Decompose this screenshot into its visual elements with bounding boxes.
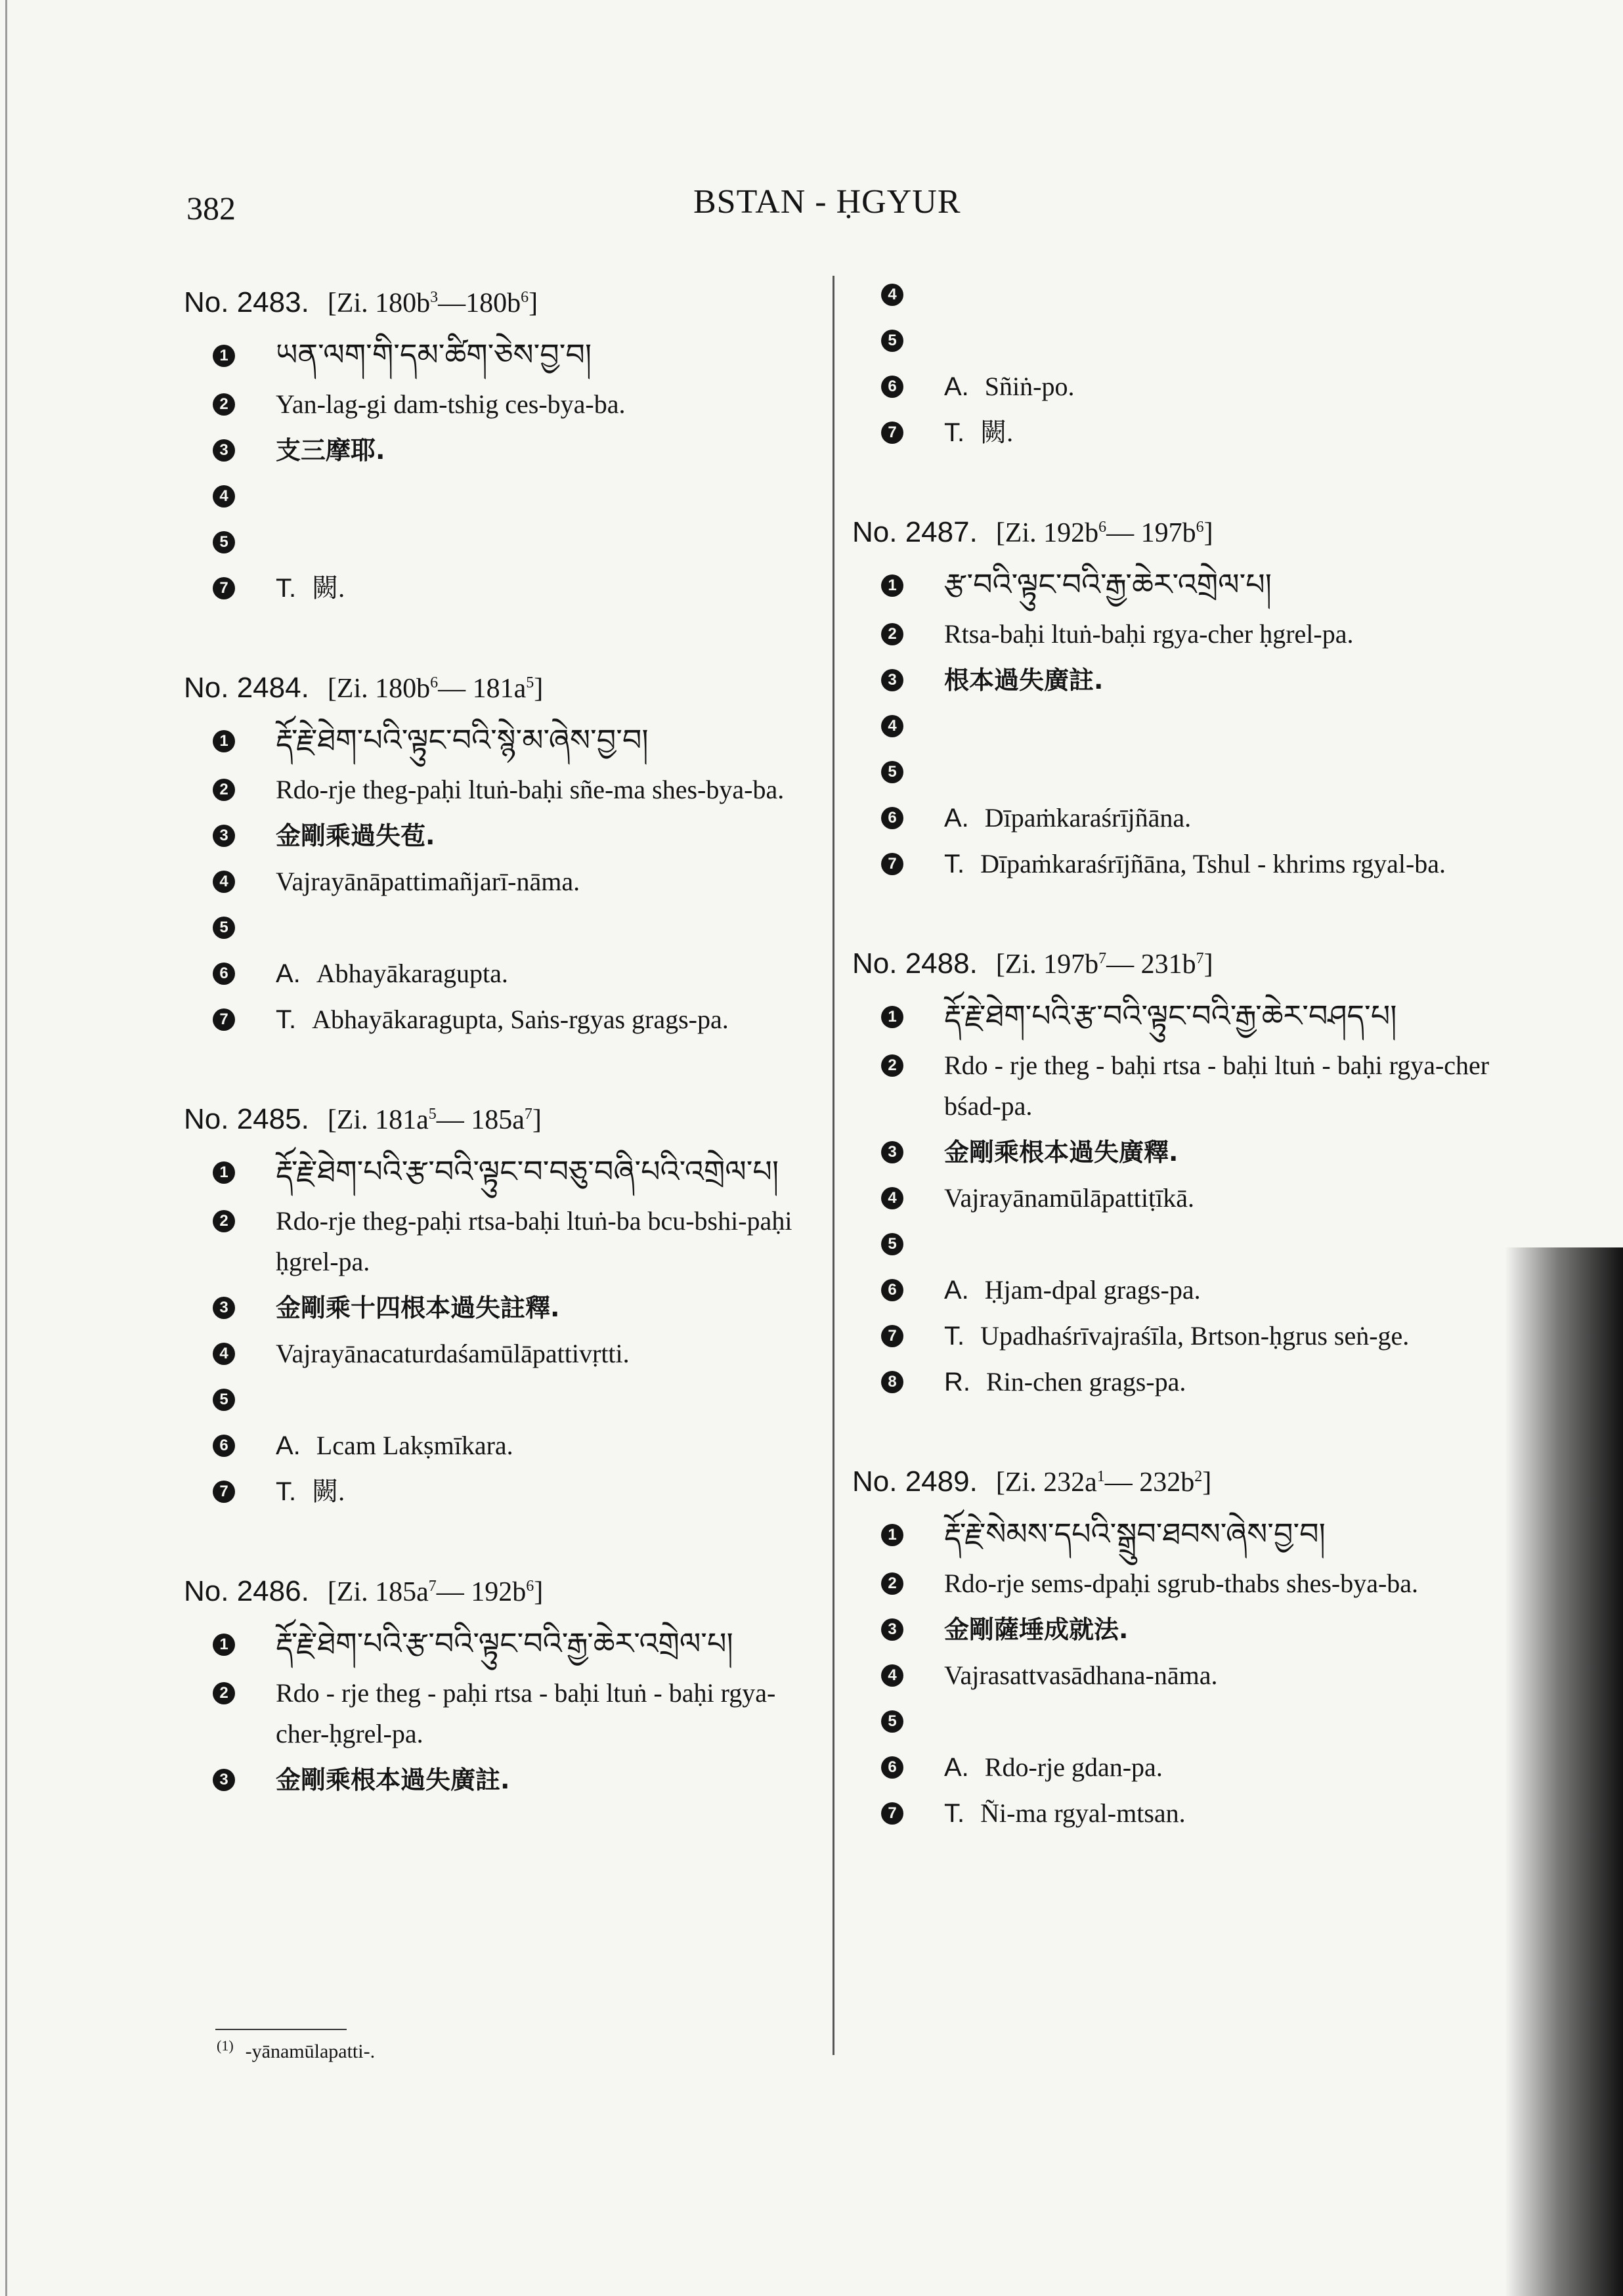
- entry-field: [184, 999, 827, 1040]
- entry-field: [852, 991, 1509, 1040]
- catalog-entry: [184, 1100, 827, 1512]
- entry-field: [184, 1333, 827, 1374]
- entry-field: [184, 430, 827, 471]
- field-number-marker: 7: [213, 1481, 235, 1503]
- field-text: 金剛乘根本過失廣註.: [276, 1765, 510, 1794]
- entry-field: [852, 274, 1509, 315]
- field-number-marker: 5: [881, 1710, 903, 1733]
- field-number-marker: 7: [213, 577, 235, 599]
- field-text: Dīpaṁkaraśrījñāna.: [984, 803, 1192, 833]
- field-role: T.: [276, 1477, 297, 1506]
- folio-reference: [328, 1105, 542, 1135]
- field-number-marker: 3: [213, 1297, 235, 1319]
- field-number-marker: 5: [213, 1389, 235, 1411]
- folio-line-start: 6: [1098, 519, 1107, 536]
- field-role: T.: [276, 574, 297, 603]
- field-role: A.: [944, 1276, 969, 1305]
- folio-ref-end: — 197b: [1106, 518, 1196, 548]
- entry-number: No. 2483.: [184, 286, 309, 318]
- entry-field: [852, 1609, 1509, 1650]
- entry-field: [184, 1379, 827, 1420]
- entry-header: [852, 513, 1509, 552]
- folio-line-end: 6: [526, 1578, 534, 1595]
- entry-field: [852, 1747, 1509, 1788]
- footnote-text: -yānamūlapatti-.: [245, 2041, 376, 2062]
- folio-line-start: 7: [1098, 950, 1107, 967]
- field-role: T.: [944, 850, 965, 878]
- catalog-entry: [852, 274, 1509, 453]
- field-role: T.: [944, 418, 965, 447]
- field-number-marker: 4: [213, 871, 235, 893]
- folio-reference: [996, 1467, 1211, 1498]
- folio-ref-start: [Zi. 185a: [327, 1577, 429, 1607]
- field-text: 根本過失廣註.: [944, 666, 1104, 695]
- field-role: R.: [944, 1368, 970, 1397]
- entry-field: [852, 1655, 1509, 1696]
- entry-field: [852, 1701, 1509, 1742]
- field-text: Lcam Lakṣmīkara.: [316, 1431, 513, 1460]
- field-number-marker: 7: [881, 853, 903, 875]
- entry-field: [184, 1760, 827, 1800]
- field-number-marker: 2: [213, 1210, 235, 1232]
- folio-reference: [328, 288, 538, 318]
- entry-number: No. 2485.: [184, 1103, 309, 1135]
- folio-line-start: 5: [428, 1106, 437, 1123]
- folio-ref-end: — 181a: [438, 674, 527, 704]
- field-role: T.: [944, 1799, 965, 1828]
- folio-line-end: 6: [1196, 519, 1204, 536]
- page-left-rule: [5, 0, 7, 2296]
- field-number-marker: 1: [881, 1524, 903, 1546]
- field-text: Vajrayānāpattimañjarī-nāma.: [276, 867, 580, 896]
- field-text: Rin-chen grags-pa.: [986, 1367, 1186, 1397]
- entry-field: [852, 844, 1509, 884]
- field-text: Vajrayānamūlāpattiṭīkā.: [944, 1183, 1194, 1213]
- field-text: རྡོ་རྗེ་ཐེག་པའི་རྩ་བའི་ལྟུང་བ་བཅུ་བཞི་པའི་འགྲེལ་པ།: [276, 1154, 779, 1189]
- entry-field: [852, 706, 1509, 747]
- folio-reference: [996, 949, 1213, 980]
- field-number-marker: 5: [881, 1233, 903, 1255]
- entry-number: No. 2489.: [852, 1465, 978, 1498]
- field-number-marker: 6: [881, 376, 903, 398]
- field-role: A.: [276, 1431, 301, 1460]
- entry-field: [184, 1147, 827, 1196]
- field-number-marker: 2: [213, 1682, 235, 1704]
- entry-field: [184, 1425, 827, 1466]
- catalog-entry: [852, 513, 1509, 884]
- field-number-marker: 7: [881, 1325, 903, 1347]
- entry-header: [184, 669, 827, 708]
- field-number-marker: 3: [213, 825, 235, 847]
- field-number-marker: 6: [881, 1279, 903, 1301]
- field-text: རྡོ་རྗེ་ཐེག་པའི་ལྟུང་བའི་སྙེ་མ་ཞེས་བྱ་བ།: [276, 722, 649, 758]
- entry-field: [184, 1471, 827, 1512]
- field-number-marker: 3: [213, 1769, 235, 1791]
- entry-field: [852, 1793, 1509, 1834]
- field-role: T.: [944, 1322, 965, 1351]
- field-number-marker: 4: [213, 1343, 235, 1365]
- scan-shadow-edge: [1505, 1247, 1623, 2296]
- folio-line-start: 1: [1096, 1468, 1105, 1485]
- folio-ref-close: ]: [532, 1105, 542, 1135]
- entry-header: [184, 1572, 827, 1611]
- field-text: རྡོ་རྗེ་ཐེག་པའི་རྩ་བའི་ལྟུང་བའི་རྒྱ་ཆེར་འགྲེལ་པ།: [276, 1626, 733, 1661]
- entry-field: [852, 1563, 1509, 1604]
- entry-field: [184, 476, 827, 517]
- entry-field: [852, 660, 1509, 701]
- field-number-marker: 8: [881, 1371, 903, 1393]
- field-number-marker: 5: [213, 531, 235, 553]
- entry-field: [852, 1178, 1509, 1219]
- folio-reference: [328, 1577, 543, 1607]
- field-number-marker: 3: [881, 1618, 903, 1641]
- page-number: 382: [186, 190, 236, 227]
- entry-field: [184, 861, 827, 902]
- field-text: 金剛乘過失苞.: [276, 821, 435, 850]
- entry-field: [184, 815, 827, 856]
- field-text: Vajrasattvasādhana-nāma.: [944, 1660, 1218, 1690]
- field-number-marker: 3: [213, 439, 235, 462]
- entry-number: No. 2487.: [852, 516, 978, 548]
- entry-number: No. 2486.: [184, 1575, 309, 1607]
- folio-ref-close: ]: [534, 674, 544, 704]
- entry-field: [184, 384, 827, 425]
- entry-field: [184, 953, 827, 994]
- entry-number: No. 2484.: [184, 672, 309, 704]
- field-text: Rdo-rje sems-dpaḥi sgrub-thabs shes-bya-ba.: [944, 1569, 1419, 1598]
- field-role: A.: [944, 372, 969, 401]
- field-text: 金剛薩埵成就法.: [944, 1615, 1129, 1644]
- entry-field: [852, 1316, 1509, 1356]
- folio-ref-close: ]: [534, 1577, 544, 1607]
- field-text: 闕.: [980, 418, 1014, 447]
- footnote: [217, 2037, 376, 2063]
- field-text: Sñiṅ-po.: [984, 372, 1075, 401]
- catalog-entry: [852, 1463, 1509, 1834]
- folio-ref-end: — 185a: [436, 1105, 525, 1135]
- folio-ref-close: ]: [1203, 949, 1213, 980]
- entry-field: [184, 522, 827, 563]
- field-text: Rdo - rje theg - baḥi rtsa - baḥi ltuṅ - baḥi rgya-cher bśad-pa.: [944, 1051, 1490, 1121]
- entry-field: [852, 1362, 1509, 1402]
- field-number-marker: 5: [881, 330, 903, 352]
- field-number-marker: 7: [881, 422, 903, 444]
- entry-field: [852, 1224, 1509, 1265]
- field-text: རྡོ་རྗེ་སེམས་དཔའི་སྒྲུབ་ཐབས་ཞེས་བྱ་བ།: [944, 1516, 1326, 1551]
- folio-line-end: 7: [1196, 950, 1204, 967]
- folio-ref-close: ]: [1202, 1467, 1212, 1498]
- field-number-marker: 1: [213, 1634, 235, 1656]
- field-number-marker: 4: [881, 1664, 903, 1687]
- entry-field: [184, 769, 827, 810]
- field-text: Abhayākaragupta, Saṅs-rgyas grags-pa.: [312, 1005, 729, 1034]
- entry-field: [184, 1619, 827, 1668]
- field-number-marker: 1: [213, 345, 235, 367]
- entry-header: [184, 284, 827, 322]
- entry-field: [852, 1509, 1509, 1558]
- catalog-entry: [852, 945, 1509, 1402]
- entry-field: [852, 614, 1509, 655]
- entry-field: [852, 798, 1509, 838]
- field-text: 闕.: [312, 573, 345, 603]
- catalog-entry: [184, 669, 827, 1040]
- field-number-marker: 6: [213, 963, 235, 985]
- field-role: A.: [944, 1753, 969, 1782]
- entry-header: [184, 1100, 827, 1139]
- entry-field: [184, 1673, 827, 1754]
- field-role: A.: [944, 804, 969, 833]
- catalog-entry: [184, 284, 827, 609]
- folio-line-end: 7: [524, 1106, 532, 1123]
- folio-line-end: 5: [526, 674, 534, 691]
- field-number-marker: 7: [881, 1802, 903, 1825]
- entry-field: [852, 1270, 1509, 1310]
- folio-ref-end: — 231b: [1106, 949, 1196, 980]
- field-number-marker: 4: [881, 1187, 903, 1209]
- running-head: BSTAN - ḤGYUR: [693, 183, 961, 221]
- field-role: A.: [276, 959, 301, 988]
- field-number-marker: 1: [881, 574, 903, 597]
- folio-ref-start: [Zi. 232a: [995, 1467, 1097, 1498]
- entry-field: [184, 1288, 827, 1328]
- right-column: [852, 274, 1509, 1894]
- field-text: Rdo-rje theg-paḥi rtsa-baḥi ltuṅ-ba bcu-bshi-paḥi ḥgrel-pa.: [276, 1206, 792, 1276]
- folio-ref-close: ]: [529, 288, 538, 318]
- footnote-rule: [215, 2029, 347, 2030]
- entry-field: [184, 907, 827, 948]
- folio-line-start: 7: [428, 1578, 437, 1595]
- field-text: རྩ་བའི་ལྟུང་བའི་རྒྱ་ཆེར་འགྲེལ་པ།: [944, 567, 1272, 602]
- footnote-mark: (1): [217, 2037, 234, 2054]
- field-number-marker: 1: [213, 1161, 235, 1184]
- field-number-marker: 6: [881, 1756, 903, 1779]
- entry-field: [184, 330, 827, 379]
- field-number-marker: 2: [881, 1054, 903, 1077]
- folio-ref-end: —180b: [438, 288, 521, 318]
- entry-field: [852, 366, 1509, 407]
- field-number-marker: 3: [881, 669, 903, 691]
- field-text: Dīpaṁkaraśrījñāna, Tshul - khrims rgyal-ba.: [980, 849, 1446, 878]
- field-text: Vajrayānacaturdaśamūlāpattivṛtti.: [276, 1339, 630, 1368]
- field-number-marker: 4: [213, 485, 235, 508]
- column-divider: [833, 276, 834, 2055]
- field-text: Rtsa-baḥi ltuṅ-baḥi rgya-cher ḥgrel-pa.: [944, 619, 1354, 649]
- field-number-marker: 4: [881, 715, 903, 737]
- folio-ref-end: — 232b: [1104, 1467, 1195, 1498]
- field-number-marker: 7: [213, 1008, 235, 1031]
- field-number-marker: 2: [213, 779, 235, 801]
- field-text: Rdo-rje theg-paḥi ltuṅ-baḥi sñe-ma shes-bya-ba.: [276, 775, 785, 804]
- field-text: Yan-lag-gi dam-tshig ces-bya-ba.: [276, 389, 626, 419]
- entry-field: [852, 752, 1509, 792]
- field-text: Ñi-ma rgyal-mtsan.: [980, 1798, 1186, 1828]
- field-text: ཡན་ལག་གི་དམ་ཚིག་ཅེས་བྱ་བ།: [276, 337, 592, 372]
- entry-field: [184, 568, 827, 609]
- field-number-marker: 2: [881, 1572, 903, 1595]
- field-number-marker: 1: [881, 1006, 903, 1028]
- entry-field: [184, 1201, 827, 1282]
- field-text: Rdo - rje theg - paḥi rtsa - baḥi ltuṅ - baḥi rgya-cher-ḥgrel-pa.: [276, 1678, 776, 1748]
- field-text: 金剛乘根本過失廣釋.: [944, 1138, 1179, 1167]
- folio-ref-end: — 192b: [436, 1577, 527, 1607]
- folio-ref-close: ]: [1203, 518, 1213, 548]
- field-number-marker: 4: [881, 284, 903, 306]
- entry-number: No. 2488.: [852, 947, 978, 980]
- entry-field: [852, 320, 1509, 361]
- field-role: T.: [276, 1005, 297, 1034]
- field-text: 闕.: [312, 1477, 345, 1506]
- catalog-entry: [184, 1572, 827, 1800]
- entry-field: [852, 412, 1509, 453]
- entry-field: [852, 1045, 1509, 1127]
- field-text: Upadhaśrīvajraśīla, Brtson-ḥgrus seṅ-ge.: [980, 1321, 1410, 1351]
- field-number-marker: 6: [881, 807, 903, 829]
- field-number-marker: 2: [213, 393, 235, 416]
- field-number-marker: 2: [881, 623, 903, 645]
- field-number-marker: 5: [213, 917, 235, 939]
- field-text: Ḥjam-dpal grags-pa.: [984, 1275, 1201, 1305]
- field-number-marker: 6: [213, 1435, 235, 1457]
- entry-field: [184, 716, 827, 764]
- folio-ref-start: [Zi. 181a: [327, 1105, 429, 1135]
- field-text: Rdo-rje gdan-pa.: [984, 1752, 1163, 1782]
- entry-header: [852, 945, 1509, 984]
- folio-reference: [328, 674, 543, 704]
- field-number-marker: 5: [881, 761, 903, 783]
- field-number-marker: 3: [881, 1141, 903, 1163]
- left-column: [184, 284, 827, 1861]
- field-text: Abhayākaragupta.: [316, 959, 508, 988]
- field-text: རྡོ་རྗེ་ཐེག་པའི་རྩ་བའི་ལྟུང་བའི་རྒྱ་ཆེར་བཤད་པ།: [944, 998, 1397, 1033]
- folio-reference: [996, 518, 1213, 548]
- folio-ref-start: [Zi. 180b: [327, 288, 431, 318]
- folio-ref-start: [Zi. 192b: [995, 518, 1099, 548]
- folio-ref-start: [Zi. 197b: [995, 949, 1099, 980]
- folio-line-start: 6: [430, 674, 439, 691]
- field-text: 支三摩耶.: [276, 436, 385, 465]
- folio-line-end: 2: [1194, 1468, 1203, 1485]
- entry-field: [852, 1132, 1509, 1173]
- entry-header: [852, 1463, 1509, 1502]
- folio-line-start: 3: [430, 289, 439, 306]
- field-text: 金剛乘十四根本過失註釋.: [276, 1293, 560, 1322]
- entry-field: [852, 560, 1509, 609]
- folio-line-end: 6: [521, 289, 529, 306]
- field-number-marker: 1: [213, 730, 235, 752]
- folio-ref-start: [Zi. 180b: [327, 674, 431, 704]
